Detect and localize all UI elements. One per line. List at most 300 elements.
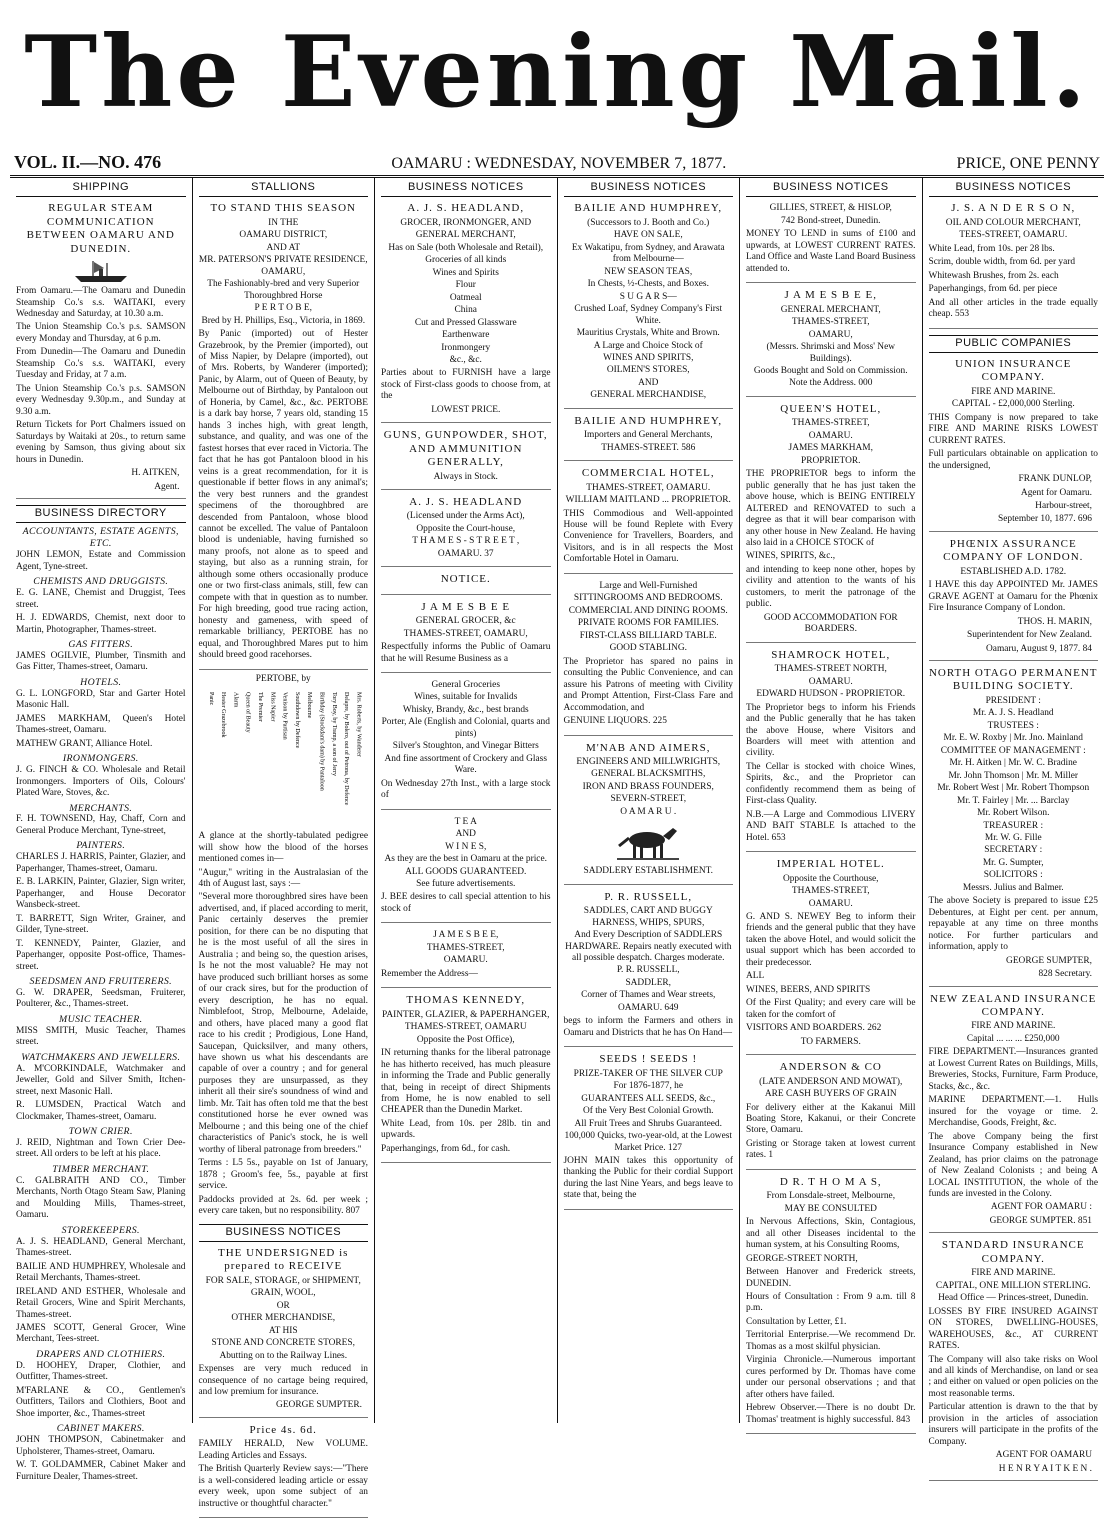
directory-category: SEEDSMEN AND FRUITERERS.	[29, 976, 172, 988]
ad-line: Always in Stock.	[433, 471, 498, 482]
ad-line: SADDLER,	[625, 977, 672, 988]
ad-line: For 1876-1877, he	[613, 1081, 684, 1092]
ad-paragraph: Return Tickets for Port Chalmers issued on Saturdays by Waitaki at 20s., to return same evening by Samson, thus giving about six hours in Dunedin.	[16, 420, 186, 465]
ad-line: Mr. W. G. Fille	[984, 833, 1042, 843]
ad-line: Abutting on to the Railway Lines.	[219, 1350, 348, 1361]
ad-line: OAMARU.	[443, 955, 488, 966]
ad-line: Importers and General Merchants,	[583, 430, 713, 441]
ad-paragraph: Parties about to FURNISH have a large stock of First-class goods to choose from, at the	[381, 368, 551, 402]
ad-line: OAMARU. 649	[618, 1002, 679, 1013]
stallion-paragraph: "Several more thoroughbred sires have been advertised, and, if placed according to merit, Panic certainly deserves the premier position, for there can be no disputing that he is the most useful of all the sires in Australia ; and being so, the question arises, Is he not the most valuable? He may not have produced such brilliant horses as some of our crack sires, but for the production of every description, he has no equal. Nimblefoot, Strop, Melbourne, Adelaide, and others, have placed many a good flat race to his credit ; Prodigious, Lone Hand, Saucepan, Quicksilver, and many others, have shown us what his descendants are capable of over a country ; and for general purposes they are unsurpassed, as they inherit all their sire's soundness of wind and limb. Mr. Tait has often told me that the best constitutioned horse he ever owned was Melbourne ; and this being one of the chief characteristics of Panic's stock, he is well worthy of liberal patronage from breeders."	[198, 892, 368, 1155]
ad-line: FIRE AND MARINE.	[971, 1021, 1056, 1032]
ad-title: SHAMROCK HOTEL,	[771, 648, 891, 661]
ad-paragraph: From Oamaru.—The Oamaru and Dunedin Steamship Co.'s s.s. WAITAKI, every Wednesday and Saturday, at 10.30 a.m.	[16, 286, 186, 319]
section-heading: STALLIONS	[199, 180, 369, 197]
ad-signature: GEORGE SUMPTER.	[276, 1400, 362, 1411]
advertisement	[381, 814, 551, 924]
ad-line: HAVE ON SALE,	[613, 230, 683, 241]
ad-paragraph: GEORGE-STREET NORTH,	[746, 1253, 858, 1264]
ad-line: ALL GOODS GUARANTEED.	[405, 866, 527, 877]
advertisement	[929, 356, 1099, 532]
ad-paragraph: Hebrew Observer.—There is no doubt Dr. Thomas' treatment is highly successful. 843	[746, 1403, 916, 1425]
ad-line: Crushed Loaf, Sydney Company's First White.	[574, 304, 723, 326]
place-date: OAMARU : WEDNESDAY, NOVEMBER 7, 1877.	[391, 155, 727, 172]
ad-line: A Large and Choice Stock of	[593, 340, 703, 351]
advertisement	[746, 647, 916, 852]
advertisement	[199, 200, 369, 669]
directory-category: STOREKEEPERS.	[61, 1224, 140, 1236]
directory-entry: A. M'CORKINDALE, Watchmaker and Jeweller, Gold and Silver Smith, Itchen-street, next Masonic Hall.	[16, 1063, 186, 1097]
ad-line: The Fashionably-bred and very Superior Thoroughbred Horse	[207, 279, 360, 301]
pedigree-chart	[199, 688, 369, 828]
ad-title: D R. T H O M A S,	[779, 1175, 882, 1188]
ad-line: ESTABLISHED A.D. 1782.	[960, 566, 1067, 577]
ad-signature: H. AITKEN,	[131, 468, 180, 479]
ad-paragraph: WINES, SPIRITS, &c.,	[746, 551, 836, 562]
ad-title: J A M E S B E E,	[784, 289, 877, 302]
ad-paragraph: N.B.—A Large and Commodious LIVERY AND BAIT STABLE Is attached to the Hotel. 653	[746, 809, 916, 843]
ad-paragraph: THE PROPRIETOR begs to inform the public generally that he has just taken the above house, which is BEING ENTIRELY ALTERED and RENOVATED to such a degree as that it will bear comparison with any other house in New Zealand. He having also laid in a CHOICE STOCK of	[746, 469, 916, 548]
ad-paragraph: The above Society is prepared to issue £25 Debentures, at Eight per cent. per annum, repayable at any time on three months notice. For further particulars and information, apply to	[928, 896, 1098, 953]
ad-line: GUARANTEES ALL SEEDS, &c.,	[581, 1093, 716, 1104]
ad-line: J A M E S B E E,	[433, 930, 499, 941]
ad-line: MAY BE CONSULTED	[784, 1203, 877, 1214]
column-5	[740, 178, 923, 1423]
ad-line: 100,000 Quicks, two-year-old, at the Lowest Market Price. 127	[564, 1131, 732, 1153]
ad-paragraph: Consultation by Letter, £1.	[746, 1316, 847, 1327]
ad-paragraph: By Panic (imported) out of Hester Grazebrook, by the Premier (imported), out of Miss Napier, by Delapre (imported), out of Mrs. Roberts, by Wanderer (imported); Panic, by Alarm, out of Queen of Beauty, by Melbourne out of Birthday, by Pantaloon out of Honeria, by Camel, &c., &c. PERTOBE is a dark bay horse, 7 years old, standing 15 hands 3 inches high, with great length, substance, and quality, and was one of the fastest horses that ever raced in Victoria. The fact that he has got Pantaloon blood in his veins is a great recommendation, for it is questionable if better flows in any animal's; the very best runners and the grandest specimens of the thoroughbred are descended from Pantaloon, whose blood cannot be excelled. The value of Pantaloon blood is undeniable, having furnished so many proofs, not alone as to speed and staying, but also as a running strain, for although some others occasionally produce one or two first-class animals, still, few can compete with that in question as to number. For high breeding, good true racing action, honesty and gameness, with speed of remarkable brilliancy, PERTOBE has no equal, and Thoroughbred Mares put to him should breed good racehorses.	[198, 329, 368, 661]
ad-paragraph: The Proprietor has spared no pains in consulting the Public Convenience, and can assure his Patrons of meeting with Civility and Prompt Attention, First-Class Fare and Accommodation, and	[563, 656, 733, 713]
ad-line: In Chests, ½-Chests, and Boxes.	[587, 279, 709, 290]
ad-paragraph: MARINE DEPARTMENT.—1. Hulls insured for the voyage or time. 2. Merchandise, Goods, Freight, &c.	[928, 1095, 1098, 1129]
ad-paragraph: Particular attention is drawn to the that by provision in the articles of association insurers will participate in the profits of the Company.	[928, 1402, 1098, 1447]
ad-paragraph: The Company will also take risks on Wool and all kinds of Merchandise, on land or sea ; and either on valued or open policies on the most reasonable terms.	[928, 1354, 1098, 1399]
ad-paragraph: The British Quarterly Review says:—"There is a well-considered leading article or essay every week, upon some subject of an instructive or thoughtful character."	[198, 1464, 368, 1509]
ad-line: Has on Sale (both Wholesale and Retail),	[388, 242, 544, 253]
pedigree-entry: Melbourne	[305, 692, 312, 719]
ad-line: Opposite the Court-house,	[416, 523, 516, 534]
ad-line: GOOD STABLING.	[609, 643, 687, 654]
ad-line: PRESIDENT :	[985, 695, 1041, 706]
ad-title: A. J. S. HEADLAND	[409, 496, 523, 508]
ad-line: OAMARU.	[808, 676, 853, 687]
advertisement	[564, 200, 734, 408]
ad-line: SITTINGROOMS AND BEDROOMS.	[573, 593, 723, 604]
advertisement	[929, 991, 1099, 1234]
ad-line: Ironmongery	[441, 342, 491, 353]
ad-line: Opposite the Courthouse,	[782, 873, 879, 884]
ad-paragraph: G. AND S. NEWEY Beg to inform their friends and the general public that they have taken the above Hotel, and would solicit the usual support which has been accorded to their predecessor.	[746, 912, 916, 968]
ad-line: All Fruit Trees and Shrubs Guaranteed.	[574, 1118, 722, 1129]
ad-title: THOMAS KENNEDY,	[406, 994, 526, 1007]
ad-closing: GOOD ACCOMMODATION FOR BOARDERS.	[763, 612, 898, 635]
ad-line: OAMARU,	[808, 329, 853, 340]
directory-entry: BAILIE AND HUMPHREY, Wholesale and Retail Merchants, Thames-street.	[16, 1261, 186, 1284]
section-heading: SHIPPING	[16, 180, 186, 197]
ad-line: Corner of Thames and Wear streets,	[581, 990, 716, 1001]
advertisement	[746, 1059, 916, 1170]
ad-line: Mr. H. Aitken | Mr. W. C. Bradine	[949, 758, 1077, 769]
ad-line: T E A	[454, 816, 477, 827]
ad-line: THAMES-STREET, OAMARU	[404, 1022, 527, 1033]
column-2	[193, 178, 376, 1509]
advertisement	[564, 578, 734, 736]
directory-entry: J. G. FINCH & CO. Wholesale and Retail Ironmongers. Importers of Oils, Colours' Plated Ware, Stoves, &c.	[16, 765, 186, 799]
ad-title: IMPERIAL HOTEL.	[776, 858, 885, 871]
directory-entry: IRELAND AND ESTHER, Wholesale and Retail Grocers, Wine and Spirit Merchants, Thames-street.	[16, 1286, 186, 1320]
directory-entry: JOHN THOMPSON, Cabinetmaker and Upholsterer, Thames-street, Oamaru.	[16, 1435, 186, 1457]
directory-entry: C. GALBRAITH AND CO., Timber Merchants, North Otago Steam Saw, Planing and Moulding Mills, Thames-street, Oamaru.	[16, 1175, 186, 1221]
advertisement	[199, 1245, 369, 1418]
advertisement	[564, 889, 734, 1048]
ad-line: Mr. T. Fairley | Mr. ... Barclay	[957, 795, 1070, 806]
ad-line: Bred by H. Phillips, Esq., Victoria, in 1869.	[201, 315, 366, 326]
ad-line: Large and Well-Furnished	[599, 580, 698, 591]
ad-paragraph: The above Company being the first Insurance Company established in New Zealand, has prior claims on the patronage of New Zealand Colonists ; and being A LOCAL INSTITUTION, the whole of the funds are invested in the Colony.	[928, 1131, 1098, 1199]
ad-paragraph: GENUINE LIQUORS. 225	[563, 716, 667, 727]
ad-line: PRIVATE ROOMS FOR FAMILIES.	[577, 618, 719, 629]
column-1	[10, 178, 193, 1482]
ad-line: FIRE AND MARINE.	[971, 1268, 1056, 1279]
directory-category: CABINET MAKERS.	[56, 1423, 145, 1435]
directory-entry: M'FARLANE & CO., Gentlemen's Outfitters, Tailors and Clothiers, Boot and Shoe importer, &c., Thames-street	[16, 1385, 186, 1419]
section-heading: BUSINESS NOTICES	[381, 180, 551, 197]
ad-line: THAMES-STREET, OAMARU,	[403, 628, 528, 639]
advertisement	[929, 200, 1099, 328]
ad-line: IRON AND BRASS FOUNDERS,	[582, 781, 714, 792]
ad-line: THAMES-STREET,	[426, 942, 505, 953]
directory-entry: G. W. DRAPER, Seedsman, Fruiterer, Poulterer, &c., Thames-street.	[16, 987, 186, 1010]
ad-paragraph: White Lead, from 10s. per 28 lbs.	[928, 243, 1055, 254]
ad-paragraph: The Cellar is stocked with choice Wines, Spirits, &c., and the Proprietor can confidently recommend them as being of First-class Quality.	[746, 761, 916, 807]
ad-closing: SADDLERY ESTABLISHMENT.	[583, 866, 713, 877]
ad-title: NORTH OTAGO PERMANENT BUILDING SOCIETY.	[928, 667, 1098, 693]
ad-line: (Messrs. Shrimski and Moss' New Buildings).	[766, 342, 895, 364]
ad-line: Opposite the Post Office),	[416, 1034, 515, 1045]
directory-entry: T. KENNEDY, Painter, Glazier, and Paperhanger, opposite Post-office, Thames-street.	[16, 938, 186, 972]
ad-paragraph: JOHN MAIN takes this opportunity of thanking the Public for their cordial Support during the last Nine Years, and begs leave to state that, being the	[563, 1155, 733, 1201]
ad-signature: September 10, 1877. 696	[998, 514, 1092, 525]
ad-paragraph: Gristing or Storage taken at lowest current rates. 1	[746, 1138, 916, 1161]
ad-line: GROCER, IRONMONGER, AND	[400, 217, 532, 228]
advertisement	[564, 1051, 734, 1210]
ad-line: Wines and Spirits	[432, 267, 499, 278]
ad-line: Mr. E. W. Roxby | Mr. Jno. Mainland	[943, 733, 1083, 744]
ad-paragraph: Expenses are very much reduced in consequence of no cartage being required, and low premium for insurance.	[198, 1364, 368, 1397]
ad-title: UNION INSURANCE COMPANY.	[955, 357, 1072, 384]
ad-paragraph: The Union Steamship Co.'s p.s. SAMSON every Monday and Thursday, at 6 p.m.	[16, 322, 186, 344]
ad-line: JAMES MARKHAM,	[788, 443, 873, 454]
section-heading: BUSINESS NOTICES	[199, 1224, 369, 1242]
ad-paragraph: Virginia Chronicle.—Numerous important cures performed by Dr. Thomas have come under our personal observations ; and that after others have failed.	[746, 1355, 916, 1400]
ad-title: SEEDS ! SEEDS !	[599, 1053, 698, 1066]
ad-signature: H E N R Y A I T K E N .	[998, 1463, 1092, 1474]
advertisement	[16, 200, 186, 499]
ad-line: Of the Very Best Colonial Growth.	[582, 1106, 714, 1117]
directory-entry: JAMES MARKHAM, Queen's Hotel Thames-street, Oamaru.	[16, 713, 186, 736]
directory-category: ACCOUNTANTS, ESTATE AGENTS, ETC.	[22, 526, 179, 550]
directory-entry: CHARLES J. HARRIS, Painter, Glazier, and Paperhanger, Thames-street, Oamaru.	[16, 852, 186, 874]
ad-paragraph: LOSSES BY FIRE INSURED AGAINST ON STORES, DWELLING-HOUSES, WAREHOUSES, &c., AT CURRENT RATES.	[928, 1306, 1098, 1352]
ad-line: COMMITTEE OF MANAGEMENT :	[940, 745, 1086, 756]
pedigree-entry: Mrs. Roberts, by Wanderer	[354, 692, 361, 757]
ad-line: GENERAL MERCHANT,	[415, 230, 516, 241]
stallion-paragraph: Paddocks provided at 2s. 6d. per week ; every care taken, but no responsibility. 807	[198, 1194, 368, 1217]
directory-entry: W. T. GOLDAMMER, Cabinet Maker and Furniture Dealer, Thames-street.	[16, 1460, 186, 1482]
ad-line: AND	[638, 377, 659, 388]
ad-title: ANDERSON & CO	[779, 1061, 882, 1074]
ad-paragraph: The Union Steamship Co.'s p.s. SAMSON every Wednesday 9.30p.m., and Sunday at 9.30 a.m.	[16, 383, 186, 417]
advertisement	[381, 677, 551, 810]
ad-line: China	[454, 305, 477, 316]
advertisement	[564, 413, 734, 461]
ad-signature: Superintendent for New Zealand.	[967, 630, 1092, 641]
advertisement	[746, 287, 916, 397]
ad-line: CAPITAL - £2,000,000 Sterling.	[951, 399, 1075, 410]
advertisement	[929, 1237, 1099, 1481]
ad-line: CAPITAL, ONE MILLION STERLING.	[935, 1280, 1091, 1291]
ship-icon	[71, 258, 131, 284]
directory-entry: MATHEW GRANT, Alliance Hotel.	[16, 738, 153, 749]
ad-line: THAMES-STREET. 586	[601, 442, 696, 453]
pedigree-entry: The Premier	[256, 692, 263, 722]
advertisement	[929, 536, 1099, 661]
ad-line: And fine assortment of Crockery and Glass Ware.	[384, 753, 547, 776]
directory-category: MERCHANTS.	[69, 802, 133, 814]
ad-line: THAMES-STREET,	[791, 418, 870, 429]
ad-line: Goods Bought and Sold on Commission.	[753, 365, 908, 376]
directory-category: GAS FITTERS.	[68, 639, 134, 651]
column-4	[558, 178, 741, 1423]
ad-line: See future advertisements.	[416, 879, 516, 889]
ad-line: SADDLES, CART AND BUGGY HARNESS, WHIPS, SPURS,	[583, 906, 713, 928]
ad-signature: GEORGE SUMPTER. 851	[989, 1215, 1092, 1226]
ad-line: EDWARD HUDSON - PROPRIETOR.	[756, 689, 906, 700]
pedigree-entry: Birthday (Stockdam's dam) by Pantaloon	[318, 692, 325, 791]
ad-line: Oatmeal	[449, 292, 482, 303]
dateline	[10, 146, 1104, 178]
ad-line: FIRE AND MARINE.	[971, 386, 1056, 397]
ad-paragraph: Territorial Enterprise.—We recommend Dr. Thomas as a most skilful physician.	[746, 1330, 916, 1352]
ad-line: MR. PATERSON'S PRIVATE RESIDENCE, OAMARU,	[198, 255, 368, 277]
ad-line: THAMES-STREET,	[791, 886, 870, 897]
directory-entry: R. LUMSDEN, Practical Watch and Clockmaker, Thames-street, Oamaru.	[16, 1100, 186, 1122]
pedigree-entry: Hester Grazebrook	[219, 692, 226, 738]
ad-line: OAMARU DISTRICT,	[239, 230, 328, 241]
section-heading: PUBLIC COMPANIES	[929, 335, 1099, 353]
ad-line: W I N E S,	[445, 841, 487, 852]
ad-line: S U G A R S—	[619, 291, 677, 302]
advertisement	[746, 856, 916, 1055]
ad-line: Mauritius Crystals, White and Brown.	[576, 328, 720, 339]
column-3	[375, 178, 558, 1423]
advertisement	[381, 927, 551, 988]
ad-line: OTHER MERCHANDISE,	[231, 1313, 336, 1324]
pedigree-entry: Tory Boy, by Tramp, a son of Jerry	[330, 692, 337, 777]
volume-number: VOL. II.—NO. 476	[14, 152, 162, 172]
pedigree-entry: Alarm	[231, 692, 238, 708]
directory-entry: F. H. TOWNSEND, Hay, Chaff, Corn and General Produce Merchant, Tyne-street,	[16, 814, 186, 836]
ad-signature: 828 Secretary.	[1038, 969, 1092, 980]
ad-line: Messrs. Julius and Balmer.	[962, 882, 1064, 893]
ad-paragraph: Full particulars obtainable on application to the undersigned,	[928, 449, 1098, 471]
ad-line: Capital ... ... ... £250,000	[966, 1033, 1060, 1044]
directory-category: DRAPERS AND CLOTHIERS.	[36, 1348, 166, 1360]
pedigree-title: PERTOBE, by	[255, 673, 311, 684]
ad-line: OIL AND COLOUR MERCHANT,	[945, 217, 1081, 228]
stallion-paragraph: "Augur," writing in the Australasian of the 4th of August last, says :—	[198, 867, 368, 889]
ad-paragraph: Whitewash Brushes, from 2s. each	[928, 270, 1059, 281]
ad-title: THE UNDERSIGNED is prepared to RECEIVE	[218, 1246, 349, 1273]
ad-signature: Harbour-street,	[1035, 501, 1092, 511]
ad-paragraph: J. BEE desires to call special attention to his stock of	[381, 892, 551, 914]
ad-line: AND AT	[266, 242, 301, 253]
ad-paragraph: For delivery either at the Kakanui Mill Boating Store, Kakanui, or their Concrete Store, Oamaru.	[746, 1102, 916, 1136]
ad-line: GENERAL MERCHANDISE,	[590, 390, 707, 401]
ad-title: PHŒNIX ASSURANCE COMPANY OF LONDON.	[943, 537, 1084, 564]
section-heading: BUSINESS NOTICES	[929, 180, 1099, 197]
directory-category: PAINTERS.	[76, 840, 126, 852]
ad-line: WILLIAM MAITLAND ... PROPRIETOR.	[565, 495, 731, 506]
directory-entry: E. B. LARKIN, Painter, Glazier, Sign writer, Paperhanger, and House Decorator Wansbeck-street.	[16, 877, 186, 911]
ad-line: P. R. RUSSELL,	[616, 965, 680, 976]
ad-line: Ex Wakatipu, from Sydney, and Arawata from Melbourne—	[571, 242, 725, 265]
ad-title: J. S. A N D E R S O N,	[951, 202, 1076, 215]
ad-title: A. J. S. HEADLAND,	[407, 202, 525, 215]
ad-closing: LOWEST PRICE.	[431, 404, 501, 415]
ad-signature: AGENT FOR OAMARU	[995, 1450, 1092, 1461]
ad-title: BAILIE AND HUMPHREY,	[574, 414, 723, 427]
column-6	[923, 178, 1105, 1474]
directory-category: WATCHMAKERS AND JEWELLERS.	[21, 1051, 181, 1063]
directory-entry: JAMES SCOTT, General Grocer, Wine Merchant, Tees-street.	[16, 1322, 186, 1345]
ad-title: M'NAB AND AIMERS,	[586, 741, 711, 754]
ad-line: OILMEN'S STORES,	[606, 365, 690, 376]
ad-line: (LATE ANDERSON AND MOWAT),	[759, 1076, 903, 1087]
advertisement	[564, 465, 734, 574]
ad-line: Earthenware	[442, 330, 490, 341]
advertisement	[381, 571, 551, 594]
ad-paragraph: and intending to keep none other, hopes by civility and attention to the wants of his customers, to merit the patronage of the public.	[746, 564, 916, 610]
section-heading: BUSINESS NOTICES	[564, 180, 734, 197]
ad-line: As they are the best in Oamaru at the price.	[384, 854, 547, 865]
ad-title: NEW ZEALAND INSURANCE COMPANY.	[930, 992, 1097, 1019]
horse-icon	[613, 822, 683, 862]
section-heading: BUSINESS DIRECTORY	[16, 505, 186, 523]
ad-line: OR	[276, 1300, 290, 1311]
ad-paragraph: I HAVE this day APPOINTED Mr. JAMES GRAVE AGENT at Oamaru for the Phœnix Fire Insurance Company of London.	[928, 580, 1098, 614]
ad-paragraph: FAMILY HERALD, New VOLUME. Leading Articles and Essays.	[198, 1439, 368, 1461]
ad-title: REGULAR STEAM COMMUNICATION BETWEEN OAMARU AND DUNEDIN.	[26, 202, 175, 255]
advertisement	[746, 200, 916, 283]
ad-signature: Oamaru, August 9, 1877. 84	[986, 643, 1092, 654]
ad-line: Note the Address. 000	[789, 378, 873, 389]
ad-paragraph: Respectfully informs the Public of Oamaru that he will Resume Business as a	[381, 642, 551, 664]
ad-title: GUNS, GUNPOWDER, SHOT, AND AMMUNITION GENERALLY,	[383, 429, 548, 469]
ad-line: ENGINEERS AND MILLWRIGHTS,	[576, 756, 721, 767]
ad-paragraph: begs to inform the Farmers and others in Oamaru and Districts that he has On Hand—	[563, 1016, 733, 1038]
ad-paragraph: WINES, BEERS, AND SPIRITS	[746, 984, 871, 995]
ad-line: GENERAL GROCER, &c	[415, 616, 516, 627]
ad-paragraph: The Proprietor begs to inform his Friends and the Public generally that he has taken the above House, where Visitors and Boarders will meet with attention and civility.	[746, 702, 916, 759]
ad-line: Whisky, Brandy, &c., best brands	[402, 704, 529, 715]
advertisement	[381, 599, 551, 673]
ad-line: SOLICITORS :	[983, 870, 1043, 881]
ad-signature: GEORGE SUMPTER,	[1006, 955, 1092, 966]
ad-line: NEW SEASON TEAS,	[604, 266, 693, 277]
ad-title: QUEEN'S HOTEL,	[780, 402, 882, 415]
ad-line: WINES AND SPIRITS,	[603, 352, 694, 363]
directory-entry: A. J. S. HEADLAND, General Merchant, Thames-street.	[16, 1236, 186, 1259]
pedigree-entry: Queen of Beauty	[244, 692, 251, 733]
ad-paragraph: Between Hanover and Frederick streets, DUNEDIN.	[746, 1267, 916, 1289]
ad-paragraph: Hours of Consultation : From 9 a.m. till 8 p.m.	[746, 1292, 916, 1314]
ad-title: NOTICE.	[440, 573, 491, 586]
advertisement	[746, 1174, 916, 1434]
ad-line: Porter, Ale (English and Colonial, quarts and pints)	[381, 717, 550, 739]
ad-signature: THOS. H. MARIN,	[1017, 616, 1092, 627]
ad-line: PROPRIETOR.	[801, 455, 861, 466]
advertisement	[746, 401, 916, 643]
advertisement	[381, 992, 551, 1163]
ad-line: Mr. Robert Wilson.	[977, 808, 1050, 819]
ad-paragraph: White Lead, from 10s. per 28lb. tin and upwards.	[381, 1118, 551, 1141]
ad-line: Mr. G. Sumpter,	[982, 857, 1044, 868]
ad-signature: Agent for Oamaru.	[1020, 487, 1092, 498]
ad-closing: TO FARMERS.	[800, 1036, 861, 1047]
advertisement	[381, 200, 551, 423]
ad-line: O A M A R U .	[620, 806, 677, 817]
ad-line: Mr. Robert West | Mr. Robert Thompson	[937, 783, 1090, 794]
ad-line: OAMARU. 37	[437, 548, 494, 559]
masthead-title: The Evening Mail.	[24, 15, 1090, 130]
ad-line: THAMES-STREET NORTH,	[774, 664, 887, 675]
ad-line: 742 Bond-street, Dunedin.	[781, 215, 881, 226]
ad-paragraph: On Wednesday 27th Inst., with a large stock of	[381, 778, 551, 801]
ad-paragraph: Paperhangings, from 6d., for cash.	[381, 1143, 511, 1154]
advertisement	[199, 1422, 369, 1518]
directory-entry: T. BARRETT, Sign Writer, Grainer, and Gilder, Tyne-street.	[16, 913, 186, 936]
stallion-paragraph: Terms : L5 5s., payable on 1st of January, 1878 ; Groom's fee, 5s., payable at first service.	[198, 1158, 368, 1192]
pedigree-entry: Venison by Partisan	[281, 692, 288, 740]
directory-category: MUSIC TEACHER.	[59, 1013, 143, 1025]
ad-line: And Every Description of SADDLERS HARDWARE. Repairs neatly executed with all possible despatch. Charges moderate.	[565, 930, 732, 963]
ad-title: COMMERCIAL HOTEL,	[581, 467, 715, 480]
ad-paragraph: Remember the Address—	[381, 968, 478, 979]
ad-signature: Agent.	[154, 481, 180, 492]
ad-line: TRUSTEES :	[987, 720, 1039, 731]
ad-line: THAMES-STREET, OAMARU.	[586, 482, 711, 493]
ad-paragraph: FIRE DEPARTMENT.—Insurances granted at Lowest Current Rates on Buildings, Mills, Breweries, Stocks, Furniture, Farm Produce, Stacks, &c., &c.	[928, 1047, 1098, 1092]
ad-line: TREASURER :	[983, 820, 1044, 831]
pedigree-entry: Delapre, by Bolero, out of Petrona, by Defence	[342, 692, 349, 806]
ad-title: BAILIE AND HUMPHREY,	[574, 202, 723, 215]
advertisement	[564, 740, 734, 885]
directory-entry: H. J. EDWARDS, Chemist, next door to Martin, Photographer, Thames-street.	[16, 613, 186, 635]
ad-title: STANDARD INSURANCE COMPANY.	[941, 1239, 1085, 1265]
ad-line: (Licensed under the Arms Act),	[406, 511, 525, 522]
ad-paragraph: In Nervous Affections, Skin, Contagious, and all other Diseases incidental to the human system, at his Consulting Rooms,	[746, 1217, 916, 1251]
ad-line: PAINTER, GLAZIER, & PAPERHANGER,	[381, 1009, 550, 1020]
columns-container	[10, 178, 1104, 1509]
ad-line: &c., &c.	[449, 354, 482, 365]
ad-line: Mr. A. J. S. Headland	[972, 708, 1054, 719]
ad-line: THAMES-STREET,	[791, 317, 870, 328]
ad-line: Wines, suitable for Invalids	[414, 692, 518, 703]
ad-line: FOR SALE, STORAGE, or SHIPMENT,	[205, 1275, 361, 1286]
ad-line: COMMERCIAL AND DINING ROOMS.	[568, 605, 728, 616]
ad-line: IN THE	[268, 217, 299, 228]
